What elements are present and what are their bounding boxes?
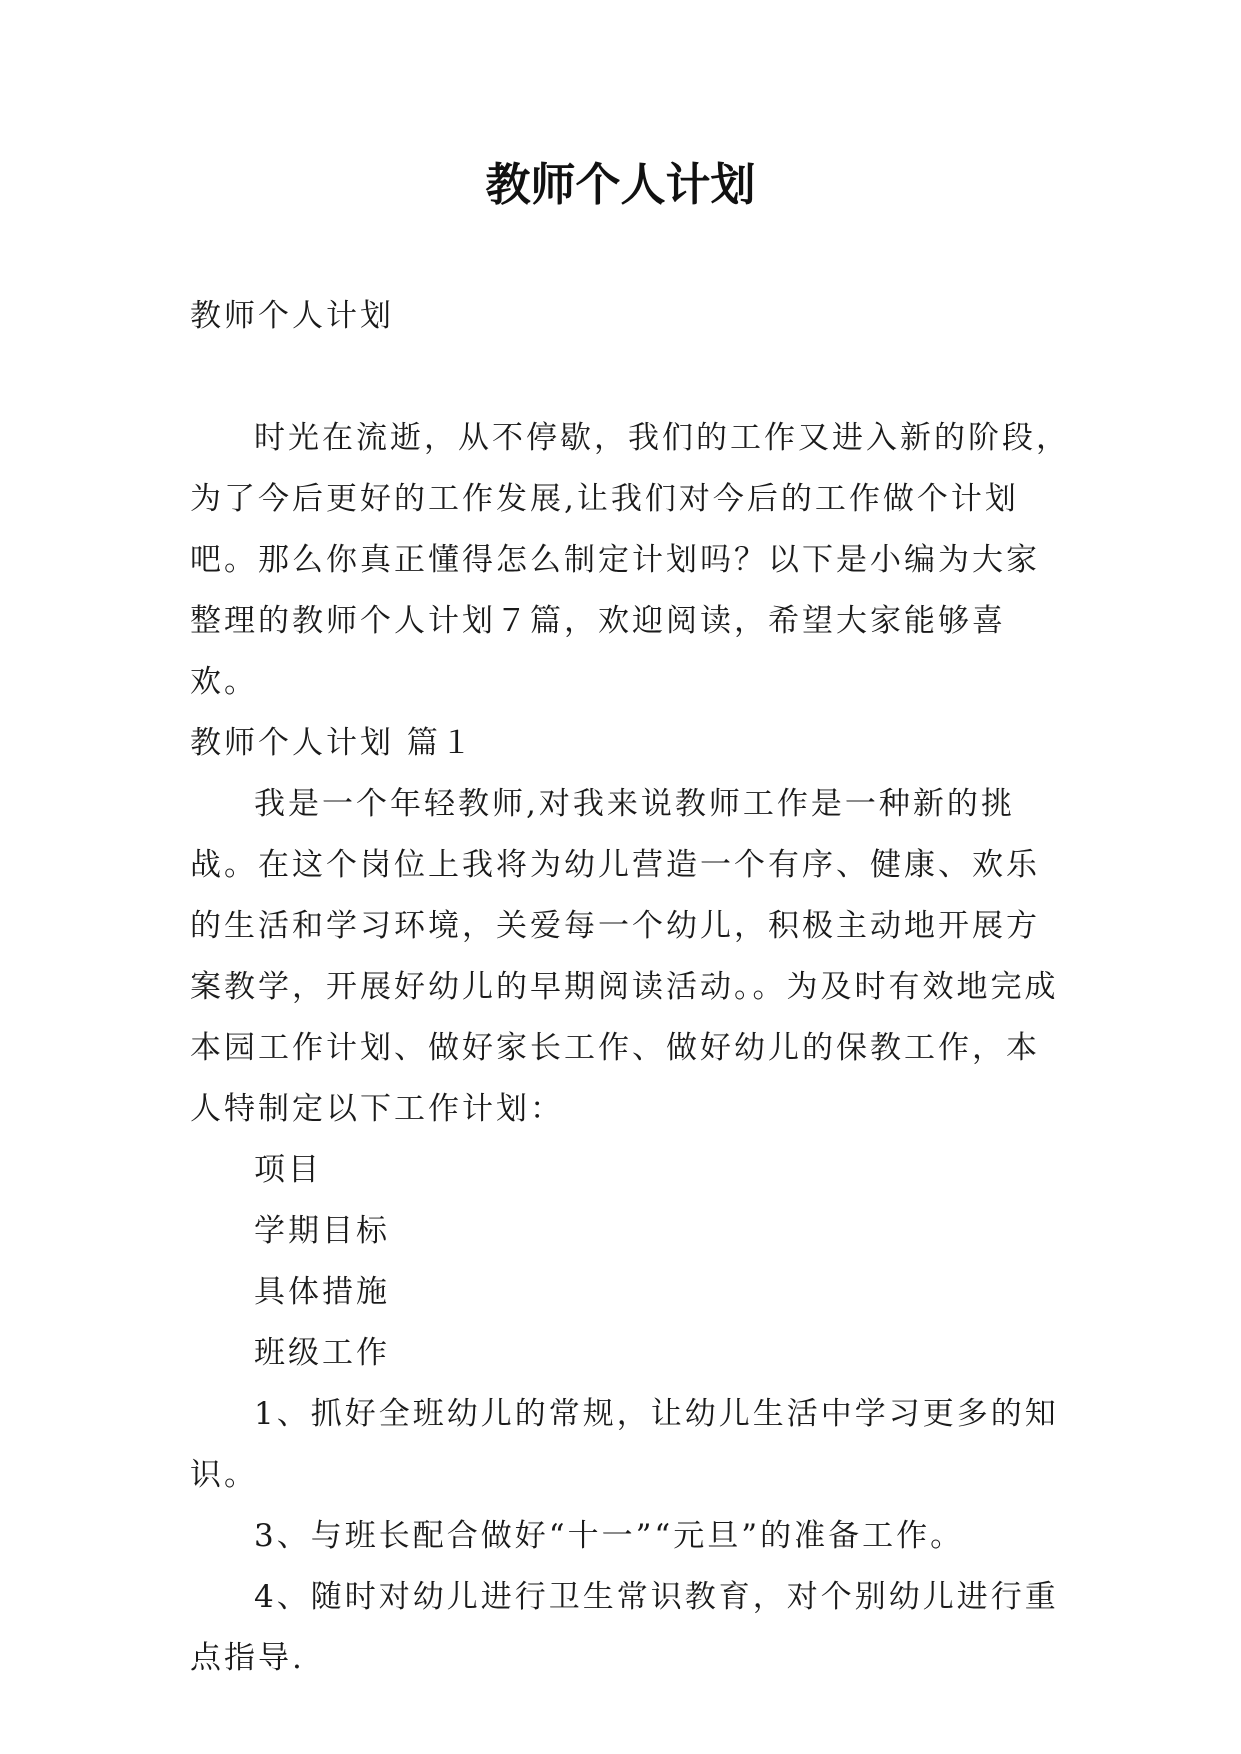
list-item: 4、随时对幼儿进行卫生常识教育，对个别幼儿进行重点指导. [190, 1579, 1059, 1676]
document-subtitle: 教师个人计划 [190, 298, 394, 334]
list-item: 1、抓好全班幼儿的常规，让幼儿生活中学习更多的知识。 [190, 1396, 1059, 1493]
blank-line [190, 347, 1070, 408]
document-title: 教师个人计划 [485, 158, 756, 211]
section-paragraph: 我是一个年轻教师,对我来说教师工作是一种新的挑战。在这个岗位上我将为幼儿营造一个有序、健康、欢乐的生活和学习环境，关爱每一个幼儿，积极主动地开展方案教学，开展好幼儿的早期阅读活动。。为及时有效地完成本园工作计划、做好家长工作、做好幼儿的保教工作，本人特制定以下工作计划： [190, 786, 1059, 1127]
section-heading: 教师个人计划 篇１ [190, 725, 475, 761]
list-item: 3、与班长配合做好“十一”“元旦”的准备工作。 [254, 1518, 965, 1554]
table-label-measures: 具体措施 [254, 1274, 390, 1310]
table-label-class-work: 班级工作 [254, 1335, 390, 1371]
table-label-semester-goal: 学期目标 [254, 1213, 390, 1249]
table-label-project: 项目 [254, 1152, 322, 1188]
document-body [190, 286, 1070, 1689]
intro-paragraph: 时光在流逝，从不停歇，我们的工作又进入新的阶段，为了今后更好的工作发展,让我们对今后的工作做个计划吧。那么你真正懂得怎么制定计划吗？以下是小编为大家整理的教师个人计划７篇，欢迎阅读，希望大家能够喜欢。 [190, 420, 1070, 700]
